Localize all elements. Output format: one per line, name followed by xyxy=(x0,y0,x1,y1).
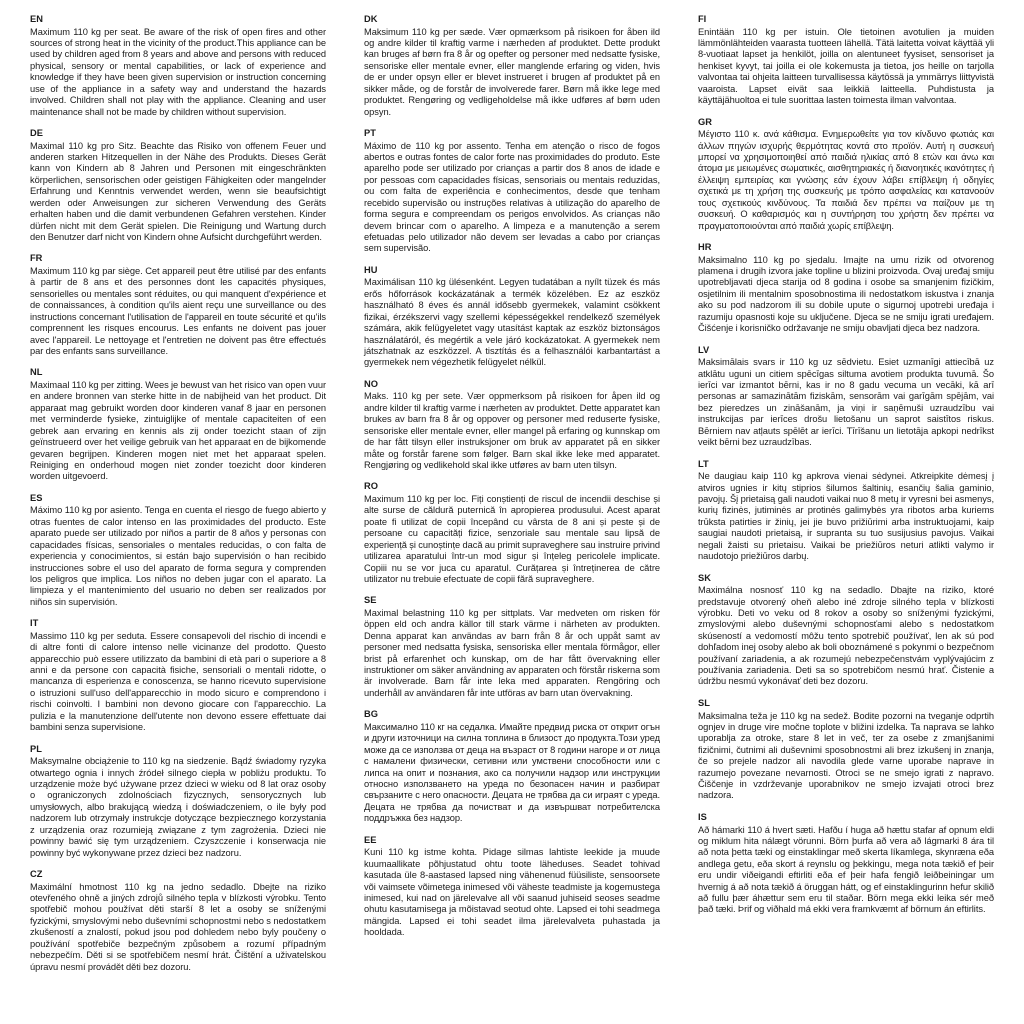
language-code-de: DE xyxy=(30,127,43,138)
language-text-hu: Maximálisan 110 kg ülésenként. Legyen tudatában a nyílt tüzek és más erős hőforrások kockázatának a termék közelében. Ez az eszköz használható 8 éves és annál idősebb gyermekek, valamint csökkent fizikai, érzékszervi vagy szellemi képességekkel rendelkező személyek számára, akik felügyeletet vagy utasítást kaptak az eszköz biztonságos használatáról, és megértik a vele járó kockázatokat. A gyermekek nem játszhatnak az eszközzel. A tisztítás és a felhasználói karbantartást a gyermekek nem végezhetik felügyelet nélkül. xyxy=(364,277,660,368)
language-code-en: EN xyxy=(30,14,43,24)
language-code-gr: GR xyxy=(698,116,712,127)
section-se xyxy=(364,595,660,699)
language-text-pt: Máximo de 110 kg por assento. Tenha em atenção o risco de fogos abertos e outras fontes de calor forte nas proximidades do produto. Este aparelho pode ser utilizado por crianças a partir dos 8 anos de idade e por pessoas com capacidades físicas, sensoriais ou mentais reduzidas, ou com falta de experiência e conhecimentos, desde que tenham recebido supervisão ou instruções relativas à utilização do aparelho de forma segura e compreendam os perigos envolvidos. As crianças não devem brincar com o aparelho. A limpeza e a manutenção a serem efetuadas pelo utilizador não devem ser levadas a cabo por crianças sem supervisão. xyxy=(364,140,660,254)
language-text-lv: Maksimālais svars ir 110 kg uz sēdvietu. Esiet uzmanīgi attiecībā uz atklātu uguni un citiem spēcīgas siltuma avotiem produkta tuvumā. Šo ierīci var izmantot bērni, kas ir no 8 gadu vecuma un vecāki, kā arī personas ar samazinātām fiziskām, sensorām vai garīgām spējām, vai bez pieredzes un zināšanām, ja viņi ir saņēmuši uzraudzību vai instrukcijas par ierīces drošu lietošanu un saprot saistītos riskus. Bērniem nav atļauts spēlēt ar ierīci. Tīrīšanu un lietotāja apkopi nedrīkst veikt bērni bez uzraudzības. xyxy=(698,357,994,448)
language-code-ee: EE xyxy=(364,834,377,845)
language-code-fi: FI xyxy=(698,14,707,24)
language-code-bg: BG xyxy=(364,709,378,720)
section-hu xyxy=(364,265,660,369)
section-hr xyxy=(698,242,994,335)
section-is xyxy=(698,812,994,916)
language-text-cz: Maximální hmotnost 110 kg na jedno sedadlo. Dbejte na riziko otevřeného ohně a jiných zdrojů silného tepla v blízkosti výrobku. Tento spotřebič mohou používat děti starší 8 let a osoby se sníženými fyzickými, smyslovými nebo duševními schopnostmi nebo s nedostatkem zkušeností a znalostí, pokud jsou pod dohledem nebo byly poučeny o používání spotřebiče bezpečným způsobem a rozumí případným nebezpečím. Děti si se spotřebičem nesmí hrát. Čištění a uživatelskou úpravu nesmí provádět děti bez dozoru. xyxy=(30,881,326,972)
language-code-ro: RO xyxy=(364,481,378,492)
language-code-sl: SL xyxy=(698,697,710,708)
language-code-lt: LT xyxy=(698,458,709,469)
language-code-sk: SK xyxy=(698,572,711,583)
language-text-no: Maks. 110 kg per sete. Vær oppmerksom på risikoen for åpen ild og andre kilder til kraftig varme i nærheten av produktet. Dette apparatet kan brukes av barn fra 8 år og oppover og personer med reduserte fysiske, sensoriske eller mentale evner, eller mangel på erfaring og kunnskap om de har fått tilsyn eller instruksjoner om bruk av apparatet på en sikker måte og forstår farene som følger. Barn skal ikke leke med apparatet. Rengjøring og vedlikehold skal ikke utføres av barn uten tilsyn. xyxy=(364,391,660,470)
section-sl xyxy=(698,698,994,802)
language-text-se: Maximal belastning 110 kg per sittplats. Var medveten om risken för öppen eld och andra källor till stark värme i närheten av produkten. Denna apparat kan användas av barn från 8 år och uppåt samt av personer med nedsatta fysiska, sensoriska eller mentala förmågor, eller brist på erfarenhet och kunskap, om de har fått övervakning eller instruktioner om säker användning av apparaten och förstår riskerna som är involverade. Barn får inte leka med apparaten. Rengöring och underhåll av användaren får inte utföras av barn utan övervakning. xyxy=(364,607,660,698)
language-code-cz: CZ xyxy=(30,869,43,879)
language-text-dk: Maksimum 110 kg per sæde. Vær opmærksom på risikoen for åben ild og andre kilder til kraftig varme i nærheden af produktet. Dette produkt kan bruges af børn fra 8 år og opefter og personer med nedsatte fysiske, sensoriske eller mentale evner, eller manglende erfaring og viden, hvis de er under opsyn eller er blevet instrueret i brugen af produktet på en sikker måde, og de forstår de involverede farer. Børn må ikke lege med produktet. Rengøring og vedligeholdelse må ikke udføres af børn uden opsyn. xyxy=(364,26,660,117)
section-no xyxy=(364,379,660,472)
language-text-gr: Μέγιστο 110 κ. ανά κάθισμα. Ενημερωθείτε για τον κίνδυνο φωτιάς και άλλων πηγών ισχυρής θερμότητας κοντά στο προϊόν. Αυτή η συσκευή μπορεί να χρησιμοποιηθεί από παιδιά ηλικίας από 8 ετών και άνω και άτομα με μειωμένες σωματικές, αισθητηριακές ή διανοητικές ικανότητες ή έλλειψη εμπειρίας και γνώσης εάν έχουν λάβει επίβλεψη ή οδηγίες σχετικά με τη χρήση της συσκευής με τρόπο ασφαλείας και κατανοούν τους σχετικούς κινδύνους. Τα παιδιά δεν πρέπει να παίζουν με τη συσκευή. Ο καθαρισμός και η συντήρηση του χρήστη δεν πρέπει να πραγματοποιούνται από παιδιά χωρίς επίβλεψη. xyxy=(698,129,994,231)
section-ee xyxy=(364,835,660,939)
section-ro xyxy=(364,481,660,585)
language-text-bg: Максимално 110 кг на седалка. Имайте предвид риска от открит огън и други източници на силна топлина в близост до продукта.Този уред може да се използва от деца на възраст от 8 години нагоре и от лица с намалени физически, сетивни или умствени способности или с липса на опит и познания, ако са получили надзор или инструкции относно използването на уреда по безопасен начин и разбират свързаните с него опасности. Децата не трябва да си играят с уреда. Децата не трябва да почистват и да извършват потребителска поддръжка без надзор. xyxy=(364,721,660,824)
column-3 xyxy=(698,14,994,983)
language-text-en: Maximum 110 kg per seat. Be aware of the risk of open fires and other sources of strong heat in the vicinity of the product.This appliance can be used by children aged from 8 years and above and persons with reduced physical, sensory or mental capabilities, or lack of experience and knowledge if they have been given supervision or instruction concerning use of the appliance in a safety way and understand the hazards involved. Children shall not play with the appliance. Cleaning and user maintenance shall not be made by children without supervision. xyxy=(30,26,326,117)
language-code-es: ES xyxy=(30,492,43,503)
section-bg xyxy=(364,709,660,824)
language-code-it: IT xyxy=(30,618,39,629)
section-lv xyxy=(698,345,994,449)
language-text-lt: Ne daugiau kaip 110 kg apkrova vienai sėdynei. Atkreipkite dėmesį į atviros ugnies ir kitų stiprios šilumos šaltinių, esančių šalia gaminio, pavojų. Šį prietaisą gali naudoti vaikai nuo 8 metų ir vyresni bei asmenys, kurių fizinės, jutiminės ar protinės galimybės yra ribotos arba kuriems trūksta patirties ir žinių, jei jie buvo prižiūrimi arba instruktuojami, kaip saugiai naudoti prietaisą, ir supranta su tuo susijusius pavojus. Vaikai negali žaisti su prietaisu. Vaikai be priežiūros neturi atlikti valymo ir naudotojo priežiūros darbų. xyxy=(698,471,994,562)
language-code-nl: NL xyxy=(30,367,43,378)
language-code-se: SE xyxy=(364,595,377,606)
column-1 xyxy=(30,14,326,983)
section-nl xyxy=(30,367,326,482)
section-it xyxy=(30,618,326,733)
language-text-nl: Maximaal 110 kg per zitting. Wees je bewust van het risico van open vuur en andere bronnen van sterke hitte in de nabijheid van het product. Dit apparaat mag gebruikt worden door kinderen vanaf 8 jaar en personen met verminderde fysieke, zintuiglijke of mentale capaciteiten of een gebrek aan ervaring en kennis als zij onder toezicht staan of zijn geïnstrueerd over het veilige gebruik van het apparaat en de bijkomende gevaren begrijpen. Kinderen mogen niet met het apparaat spelen. Reiniging en onderhoud mogen niet zonder toezicht door kinderen worden uitgevoerd. xyxy=(30,379,326,482)
section-pt xyxy=(364,128,660,255)
section-cz xyxy=(30,869,326,973)
section-pl xyxy=(30,744,326,859)
language-code-hu: HU xyxy=(364,264,378,275)
language-code-is: IS xyxy=(698,811,707,822)
column-2 xyxy=(364,14,660,983)
language-code-hr: HR xyxy=(698,241,712,252)
section-sk xyxy=(698,573,994,688)
language-text-it: Massimo 110 kg per seduta. Essere consapevoli del rischio di incendi e di altre fonti di calore intenso nelle vicinanze del prodotto. Questo apparecchio può essere utilizzato da bambini di età pari o superiore a 8 anni e da persone con capacità fisiche, sensoriali o mentali ridotte, o mancanza di esperienza e conoscenza, se hanno ricevuto supervisione o istruzioni sull'uso dell'apparecchio in modo sicuro e comprendono i rischi coinvolti. I bambini non devono giocare con l'apparecchio. La pulizia e la manutenzione dell'utente non devono essere effettuate dai bambini senza supervisione. xyxy=(30,630,326,733)
language-code-fr: FR xyxy=(30,253,43,264)
language-text-ee: Kuni 110 kg istme kohta. Pidage silmas lahtiste leekide ja muude kuumaallikate põhjustatud ohtu toote läheduses. Seadet tohivad kasutada üle 8-aastased lapsed ning vähenenud füüsiliste, sensoorsete või vaimsete võimetega inimesed või väheste teadmiste ja kogemustega inimesed, kui nad on järelevalve all või saanud juhiseid seoses seadme ohutu kasutamisega ja mõistavad seotud ohte. Lapsed ei tohi seadmega mängida. Lapsed ei tohi seadet ilma järelevalveta puhastada ja hooldada. xyxy=(364,847,660,938)
section-dk xyxy=(364,14,660,118)
section-lt xyxy=(698,459,994,563)
section-es xyxy=(30,493,326,608)
language-text-sl: Maksimalna teža je 110 kg na sedež. Bodite pozorni na tveganje odprtih ognjev in druge vire močne toplote v bližini izdelka. Ta naprava se lahko uporablja za otroke, stare 8 let in več, ter za osebe z zmanjšanimi fizičnimi, čutnimi ali duševnimi sposobnostmi ali brez izkušenj in znanja, če so prejele nadzor ali navodila glede varne uporabe naprave in razumejo povezane nevarnosti. Otroci se ne smejo igrati z napravo. Čiščenje in vzdrževanje uporabnikov ne smejo izvajati otroci brez nadzora. xyxy=(698,710,994,801)
language-code-pl: PL xyxy=(30,743,42,754)
section-de xyxy=(30,128,326,243)
language-text-fr: Maximum 110 kg par siège. Cet appareil peut être utilisé par des enfants à partir de 8 ans et des personnes dont les capacités physiques, sensorielles ou mentales sont réduites, ou qui manquent d'expérience et de connaissances, à condition qu'ils aient reçu une surveillance ou des instructions concernant l'utilisation de l'appareil en toute sécurité et qu'ils comprennent les risques encourus. Les enfants ne doivent pas jouer avec l'appareil. Le nettoyage et l'entretien ne doivent pas être effectués par des enfants sans surveillance. xyxy=(30,266,326,356)
language-text-es: Máximo 110 kg por asiento. Tenga en cuenta el riesgo de fuego abierto y otras fuentes de calor intenso en las proximidades del producto. Este aparato puede ser utilizado por niños a partir de 8 años y personas con capacidades físicas, sensoriales o mentales reducidas, o con falta de experiencia y conocimientos, si están bajo supervisión o han recibido instrucciones sobre el uso del aparato de forma segura y comprenden los peligros que implica. Los niños no deben jugar con el aparato. La limpieza y el mantenimiento del usuario no deben ser realizados por niños sin supervisión. xyxy=(30,505,326,607)
section-gr xyxy=(698,117,994,232)
language-text-fi: Enintään 110 kg per istuin. Ole tietoinen avotulien ja muiden lämmönlähteiden vaarasta tuotteen lähellä. Tätä laitetta voivat käyttää yli 8-vuotiaat lapset ja henkilöt, joilla on alentuneet fyysiset, sensoriset ja henkiset kyvyt, tai joilla ei ole kokemusta ja tietoa, jos heille on tarjolla valvontaa tai ohjeita laitteen turvallisessa käytössä ja ymmärrys liittyvistä vaaroista. Lapset eivät saa leikkiä laitteella. Puhdistusta ja käyttäjähuoltoa ei tule suorittaa lasten toimesta ilman valvontaa. xyxy=(698,26,994,106)
section-fr xyxy=(30,253,326,357)
language-text-is: Að hámarki 110 á hvert sæti. Hafðu í huga að hættu stafar af opnum eldi og miklum hita nálægt vörunni. Börn þurfa að vera að lágmarki 8 ára til að nota þetta tæki og einstaklingar með skerta líkamlega, skynræna eða andlega getu, eða skort á reynslu og þekkingu, mega nota tækið ef þeir eru undir viðeigandi eftirliti eða ef þeir hafa fengið leiðbeiningar um hvernig á að nota tækið á öruggan hátt, og ef einstaklingurinn hefur skilið að fullu þær áhættur sem eru til staðar. Börn mega ekki leika sér með það tæki. Þrif og viðhald má ekki vera framkvæmt af börnum án eftirlits. xyxy=(698,824,994,915)
language-code-no: NO xyxy=(364,378,378,389)
language-text-sk: Maximálna nosnosť 110 kg na sedadlo. Dbajte na riziko, ktoré predstavuje otvorený oheň alebo iné zdroje silného tepla v blízkosti výrobku. Deti vo veku od 8 rokov a osoby so sníženými fyzickými, zmyslovými alebo duševnými schopnosťami alebo s nedostatkom skúseností a vedomostí môžu tento spotrebič používať, len ak sú pod dohľadom inej osoby alebo ak boli oboznámené s pokynmi o bezpečnom používaní zariadenia, a ak rozumejú nebezpečenstvám vyplývajúcim z používania zariadenia. Deti sa so spotrebičom nesmú hrať. Čistenie a údržbu nesmú vykonávať deti bez dozoru. xyxy=(698,585,994,687)
language-code-pt: PT xyxy=(364,127,376,138)
language-code-lv: LV xyxy=(698,344,710,355)
language-text-de: Maximal 110 kg pro Sitz. Beachte das Risiko von offenem Feuer und anderen starken Hitzequellen in der Nähe des Produkts. Dieses Gerät kann von Kindern ab 8 Jahren und Personen mit eingeschränkten körperlichen, sensorischen oder geistigen Fähigkeiten oder mangelnder Erfahrung und Kenntnis verwendet werden, wenn sie beaufsichtigt werden oder Anweisungen zur sicheren Verwendung des Geräts erhalten haben und die damit verbundenen Gefahren verstehen. Kinder dürfen nicht mit dem Gerät spielen. Die Reinigung und Wartung durch den Benutzer darf nicht von Kindern ohne Aufsicht durchgeführt werden. xyxy=(30,140,326,242)
section-en xyxy=(30,14,326,118)
language-text-ro: Maximum 110 kg per loc. Fiți conștienți de riscul de incendii deschise și alte surse de căldură puternică în apropierea produsului. Acest aparat poate fi utilizat de copii începând cu vârsta de 8 ani și peste și de persoane cu capacități fizice, senzoriale sau mentale sau lipsă de experiență și cunoștințe dacă au primit supraveghere sau instruire privind utilizarea aparatului într-un mod sigur și înțeleg pericolele implicate. Copiii nu se vor juca cu aparatul. Curățarea și întreținerea de către utilizator nu trebuie efectuate de copii fără supraveghere. xyxy=(364,493,660,584)
language-code-dk: DK xyxy=(364,14,378,24)
language-text-hr: Maksimalno 110 kg po sjedalu. Imajte na umu rizik od otvorenog plamena i drugih izvora jake topline u blizini proizvoda. Ovaj uređaj smiju upotrebljavati djeca starija od 8 godina i osobe sa smanjenim fizičkim, osjetilnim ili mentalnim sposobnostima ili nedostatkom iskustva i znanja ako su pod nadzorom ili su dobile upute o sigurnoj upotrebi uređaja i razumiju opasnosti koje su uključene. Djeca se ne smiju igrati uređajem. Čišćenje i korisničko održavanje ne smiju obavljati djeca bez nadzora. xyxy=(698,254,994,334)
language-text-pl: Maksymalne obciążenie to 110 kg na siedzenie. Bądź świadomy ryzyka otwartego ognia i innych źródeł silnego ciepła w pobliżu produktu. To urządzenie może być używane przez dzieci w wieku od 8 lat oraz osoby o ograniczonych zdolnościach fizycznych, sensorycznych lub umysłowych, albo brakującą wiedzą i doświadczeniem, o ile były pod nadzorem lub otrzymały instrukcje dotyczące bezpiecznego korzystania z urządzenia oraz rozumieją związane z tym zagrożenia. Dzieci nie powinny bawić się tym urządzeniem. Czyszczenie i konserwacja nie powinny być wykonywane przez dzieci bez nadzoru. xyxy=(30,756,326,858)
section-fi xyxy=(698,14,994,107)
